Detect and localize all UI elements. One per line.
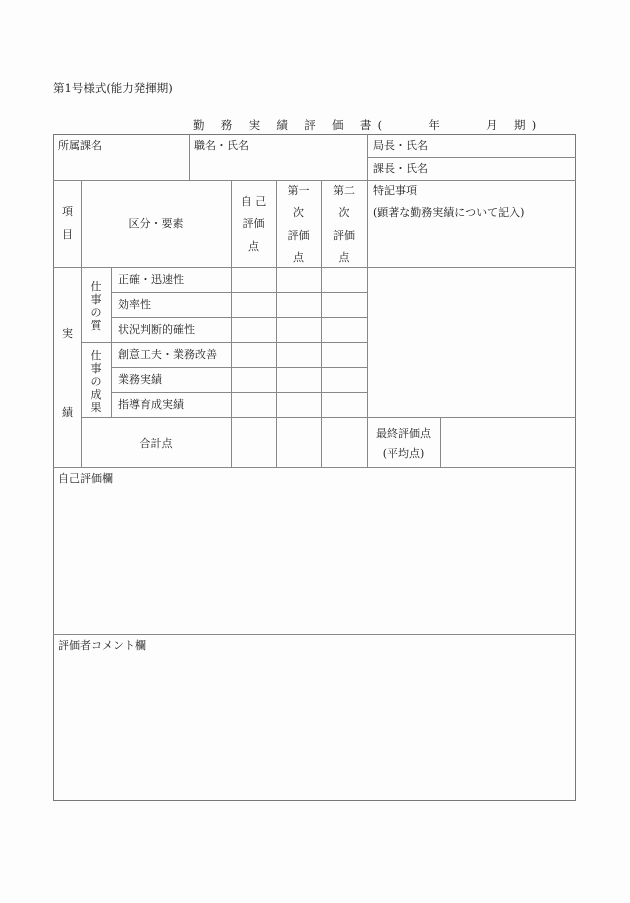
evaluator-comment-label: 評価者コメント欄 bbox=[58, 639, 146, 652]
special-notes-field[interactable] bbox=[368, 268, 576, 417]
special-notes-subtitle: (顕著な勤務実績について記入) bbox=[373, 206, 525, 219]
total-label: 合計点 bbox=[139, 437, 173, 450]
bureau-chief-label: 局長・氏名 bbox=[373, 139, 428, 152]
item-header-1: 項 bbox=[62, 205, 73, 218]
department-field[interactable] bbox=[54, 152, 188, 179]
second-score-header: 点 bbox=[338, 251, 350, 264]
achievement-label-top: 実 bbox=[62, 327, 73, 340]
divider bbox=[111, 267, 112, 417]
element-work-results: 業務実績 bbox=[118, 373, 162, 386]
group-quality-label: 仕 事 の 質 bbox=[90, 280, 102, 332]
element-efficiency: 効率性 bbox=[118, 298, 151, 311]
second-score-header: 評価 bbox=[333, 229, 355, 242]
final-score-field[interactable] bbox=[441, 418, 576, 467]
divider bbox=[53, 634, 576, 635]
second-score-header: 次 bbox=[338, 206, 350, 219]
self-evaluation-label: 自己評価欄 bbox=[58, 472, 113, 485]
first-score-header: 評価 bbox=[287, 229, 310, 242]
group-results-label: 仕 事 の 成 果 bbox=[90, 349, 102, 414]
self-score-header: 自 己 bbox=[240, 195, 267, 208]
final-score-label: 最終評価点 bbox=[376, 427, 431, 440]
self-score-cells[interactable] bbox=[232, 268, 276, 417]
second-score-header: 第二 bbox=[333, 184, 355, 197]
section-chief-label: 課長・氏名 bbox=[373, 162, 428, 175]
department-label: 所属課名 bbox=[58, 139, 102, 152]
position-name-field[interactable] bbox=[190, 152, 366, 179]
second-score-cells[interactable] bbox=[322, 268, 367, 417]
total-score-cells[interactable] bbox=[232, 418, 366, 467]
divider bbox=[53, 180, 576, 181]
element-innovation: 創意工夫・業務改善 bbox=[118, 348, 217, 361]
achievement-label-bottom: 績 bbox=[62, 406, 73, 419]
element-accuracy-speed: 正確・迅速性 bbox=[118, 273, 184, 286]
first-score-header: 次 bbox=[293, 206, 304, 219]
divider bbox=[53, 467, 576, 468]
divider bbox=[367, 157, 576, 158]
document-title: 勤 務 実 績 評 価 書( 年 月 期) bbox=[193, 118, 543, 132]
category-element-header: 区分・要素 bbox=[128, 217, 184, 230]
first-score-cells[interactable] bbox=[277, 268, 321, 417]
position-name-label: 職名・氏名 bbox=[194, 139, 249, 152]
first-score-header: 点 bbox=[293, 251, 304, 264]
self-score-header: 評価 bbox=[242, 217, 265, 230]
element-mentoring: 指導育成実績 bbox=[118, 398, 184, 411]
element-judgment: 状況判断的確性 bbox=[118, 323, 195, 336]
first-score-header: 第一 bbox=[287, 184, 310, 197]
self-evaluation-field[interactable] bbox=[54, 488, 576, 633]
self-score-header: 点 bbox=[248, 240, 259, 253]
form-number: 第1号様式(能力発揮期) bbox=[53, 81, 173, 95]
item-header-2: 目 bbox=[62, 228, 73, 241]
special-notes-title: 特記事項 bbox=[373, 184, 417, 197]
final-score-sublabel: (平均点) bbox=[382, 447, 425, 460]
evaluator-comment-field[interactable] bbox=[54, 655, 576, 800]
